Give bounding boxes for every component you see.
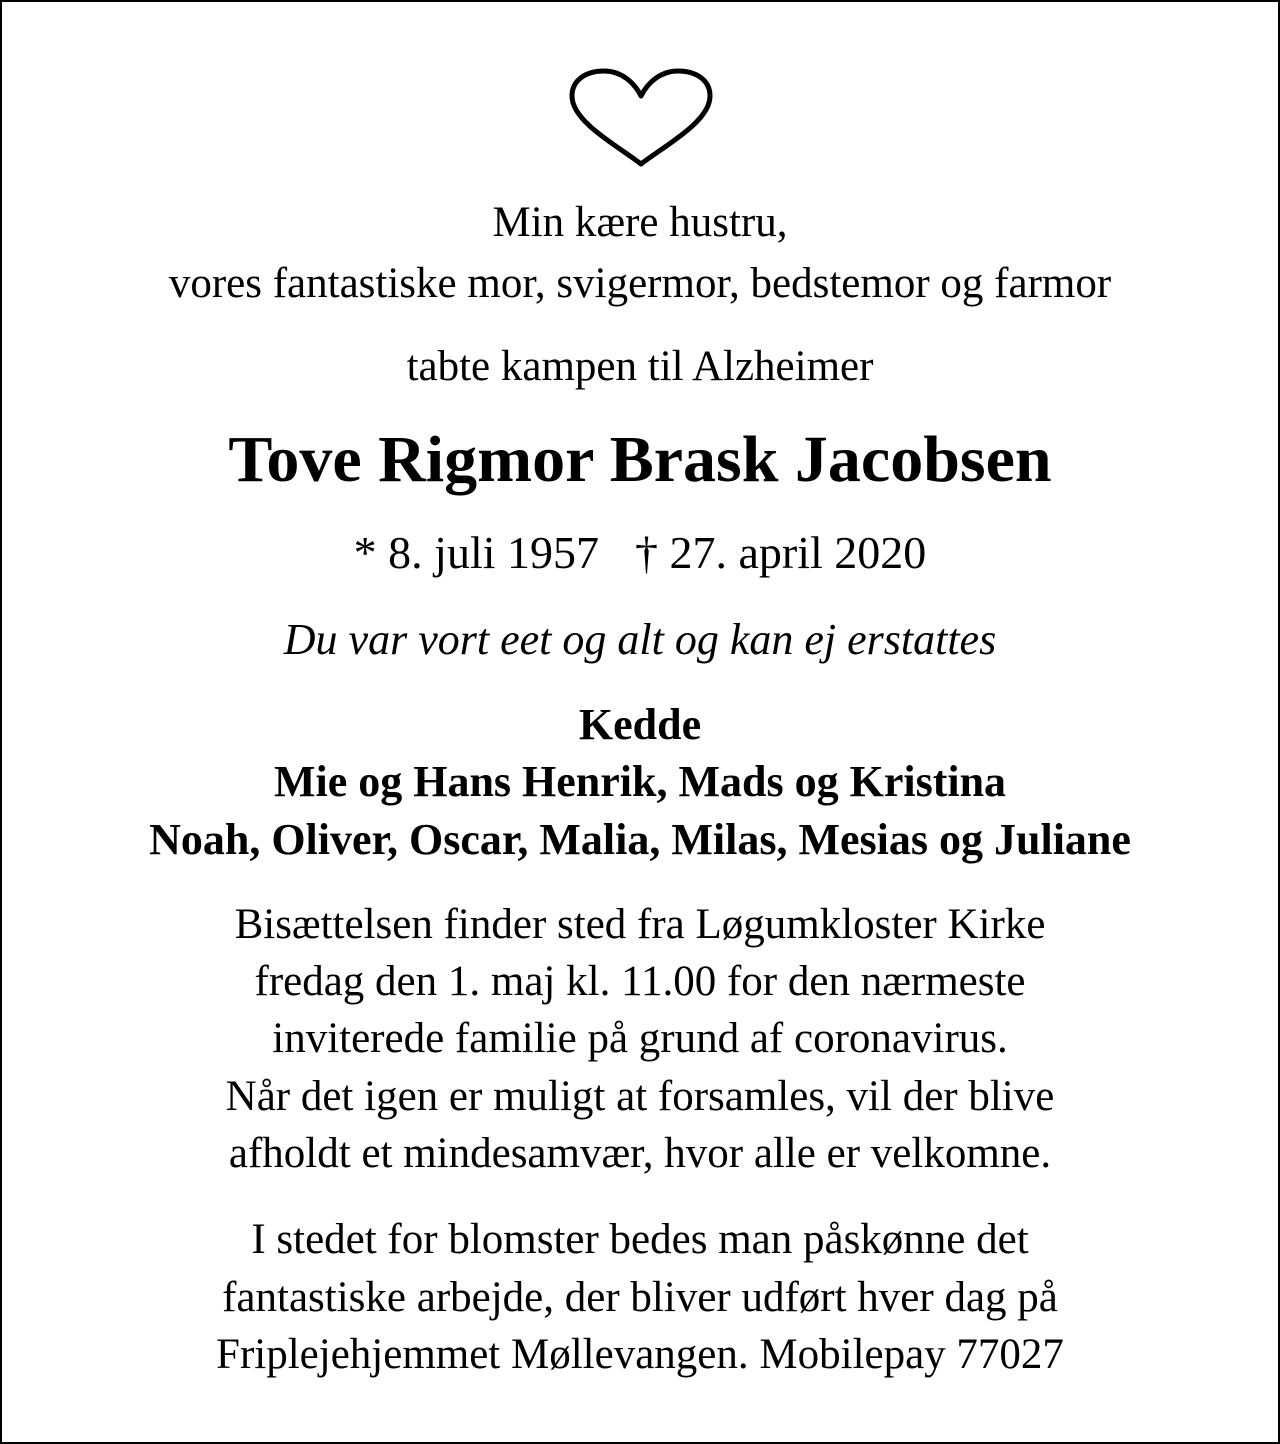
family-line: Mie og Hans Henrik, Mads og Kristina — [273, 757, 1007, 806]
donation-info-line: fantastiske arbejde, der bliver udført hver dag på — [222, 1274, 1058, 1321]
donation-info-line: Friplejehjemmet Møllevangen. Mobilepay 77027 — [216, 1331, 1064, 1378]
life-dates — [0, 526, 1280, 579]
birth-date: * 8. juli 1957 — [353, 527, 600, 578]
deceased-name: Tove Rigmor Brask Jacobsen — [228, 423, 1052, 496]
funeral-info-line: Når det igen er muligt at forsamles, vil der blive — [225, 1073, 1055, 1120]
death-date: † 27. april 2020 — [635, 527, 927, 578]
intro-line: vores fantastiske mor, svigermor, bedstemor og farmor — [168, 260, 1112, 307]
funeral-info-line: Bisættelsen finder sted fra Løgumkloster Kirke — [234, 901, 1046, 948]
intro-line: Min kære hustru, — [492, 199, 788, 246]
memorial-motto: Du var vort eet og alt og kan ej erstattes — [283, 615, 997, 664]
funeral-info-line: inviterede familie på grund af coronavirus. — [272, 1015, 1008, 1062]
funeral-info-line: fredag den 1. maj kl. 11.00 for den nærmeste — [254, 958, 1026, 1005]
family-line: Kedde — [578, 700, 702, 749]
heart-outline-icon — [566, 66, 716, 170]
donation-info-line: I stedet for blomster bedes man påskønne det — [251, 1216, 1029, 1263]
funeral-info-line: afholdt et mindesamvær, hvor alle er velkomne. — [228, 1130, 1052, 1177]
intro-line: tabte kampen til Alzheimer — [406, 343, 874, 390]
family-line: Noah, Oliver, Oscar, Malia, Milas, Mesias og Juliane — [149, 815, 1131, 864]
